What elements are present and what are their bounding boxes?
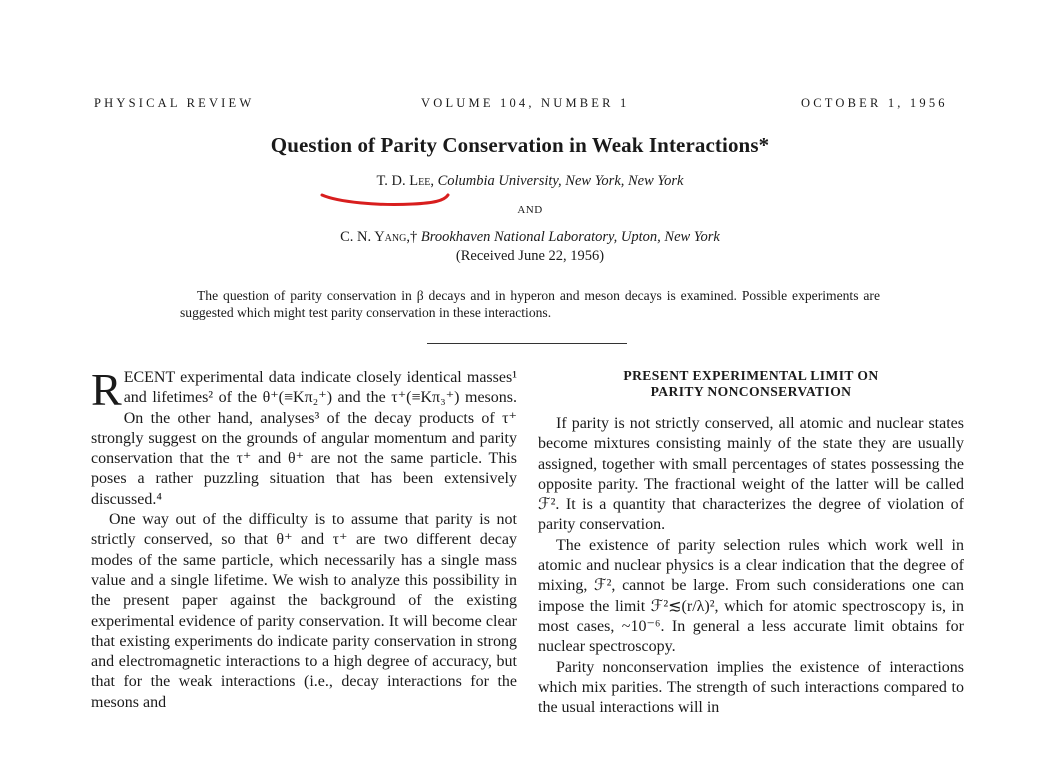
section-heading bbox=[538, 368, 964, 400]
section-divider bbox=[427, 343, 627, 344]
received-date: (Received June 22, 1956) bbox=[455, 248, 605, 264]
running-head-journal: PHYSICAL REVIEW bbox=[94, 96, 255, 110]
author-line-2 bbox=[0, 229, 1040, 246]
section-paragraph-1: If parity is not strictly conserved, all atomic and nuclear states become mixtures consisting mainly of the state they are usually assigned, together with small percentages of states possessing the opposite parity. The fractional weight of the latter will be called ℱ². It is a quantity that characterizes the degree of violation of parity conservation. bbox=[538, 415, 964, 534]
intro-paragraph-2: One way out of the difficulty is to assume that parity is not strictly conserved, so that θ⁺ and τ⁺ are two different decay modes of the same particle, which necessarily has a single mass value and a single lifetime. We wish to analyze this possibility in the present paper against the background of the existing experimental evidence of parity conservation. It will become clear that existing experiments do indicate parity conservation in strong and electromagnetic interactions to a high degree of accuracy, but that for the weak interactions (i.e., decay interactions for the mesons and bbox=[91, 511, 517, 711]
right-column bbox=[538, 368, 964, 718]
abstract: The question of parity conservation in β decays and in hyperon and meson decays is examined. Possible experiments are suggested which might test parity conservation in these interactions. bbox=[180, 288, 880, 320]
running-head-date: OCTOBER 1, 1956 bbox=[801, 96, 948, 110]
section-paragraph-2: The existence of parity selection rules which work well in atomic and nuclear physics is a clear indication that the degree of mixing, ℱ², cannot be large. From such considerations one can impose the limit ℱ²≲(r/λ)², which for atomic spectroscopy is, in most cases, ~10⁻⁶. In general a less accurate limit obtains for nuclear spectroscopy. bbox=[538, 536, 964, 656]
author-2-affiliation: Brookhaven National Laboratory, Upton, New York bbox=[420, 229, 720, 245]
section-heading-line-1: PRESENT EXPERIMENTAL LIMIT ON bbox=[623, 368, 879, 383]
section-paragraph-3: Parity nonconservation implies the existence of interactions which mix parities. The strength of such interactions compared to the usual interactions will in bbox=[538, 658, 964, 717]
author-1-affiliation: Columbia University, New York, New York bbox=[437, 173, 684, 189]
drop-cap: R bbox=[91, 364, 122, 415]
author-line-1 bbox=[0, 173, 1040, 190]
running-head-volume: VOLUME 104, NUMBER 1 bbox=[421, 96, 630, 110]
article-title: Question of Parity Conservation in Weak Interactions* bbox=[270, 133, 770, 157]
section-heading-line-2: PARITY NONCONSERVATION bbox=[650, 384, 852, 399]
author-2-name: C. N. Yang,† bbox=[340, 229, 418, 245]
left-column bbox=[91, 364, 517, 713]
and-separator: AND bbox=[517, 204, 543, 216]
intro-paragraph-1-text: ECENT experimental data indicate closely identical masses¹ and lifetimes² of the θ⁺(≡Kπ₂⁺) and the τ⁺(≡Kπ₃⁺) mesons. On the other hand, analyses³ of the decay products of τ⁺ strongly suggest on the grounds of angular momentum and parity conservation that the τ⁺ and θ⁺ are not the same particle. This poses a rather puzzling situation that has been extensively discussed.⁴ bbox=[91, 369, 517, 508]
intro-paragraph-1 bbox=[91, 364, 517, 510]
author-1-name: T. D. Lee, bbox=[376, 173, 434, 189]
